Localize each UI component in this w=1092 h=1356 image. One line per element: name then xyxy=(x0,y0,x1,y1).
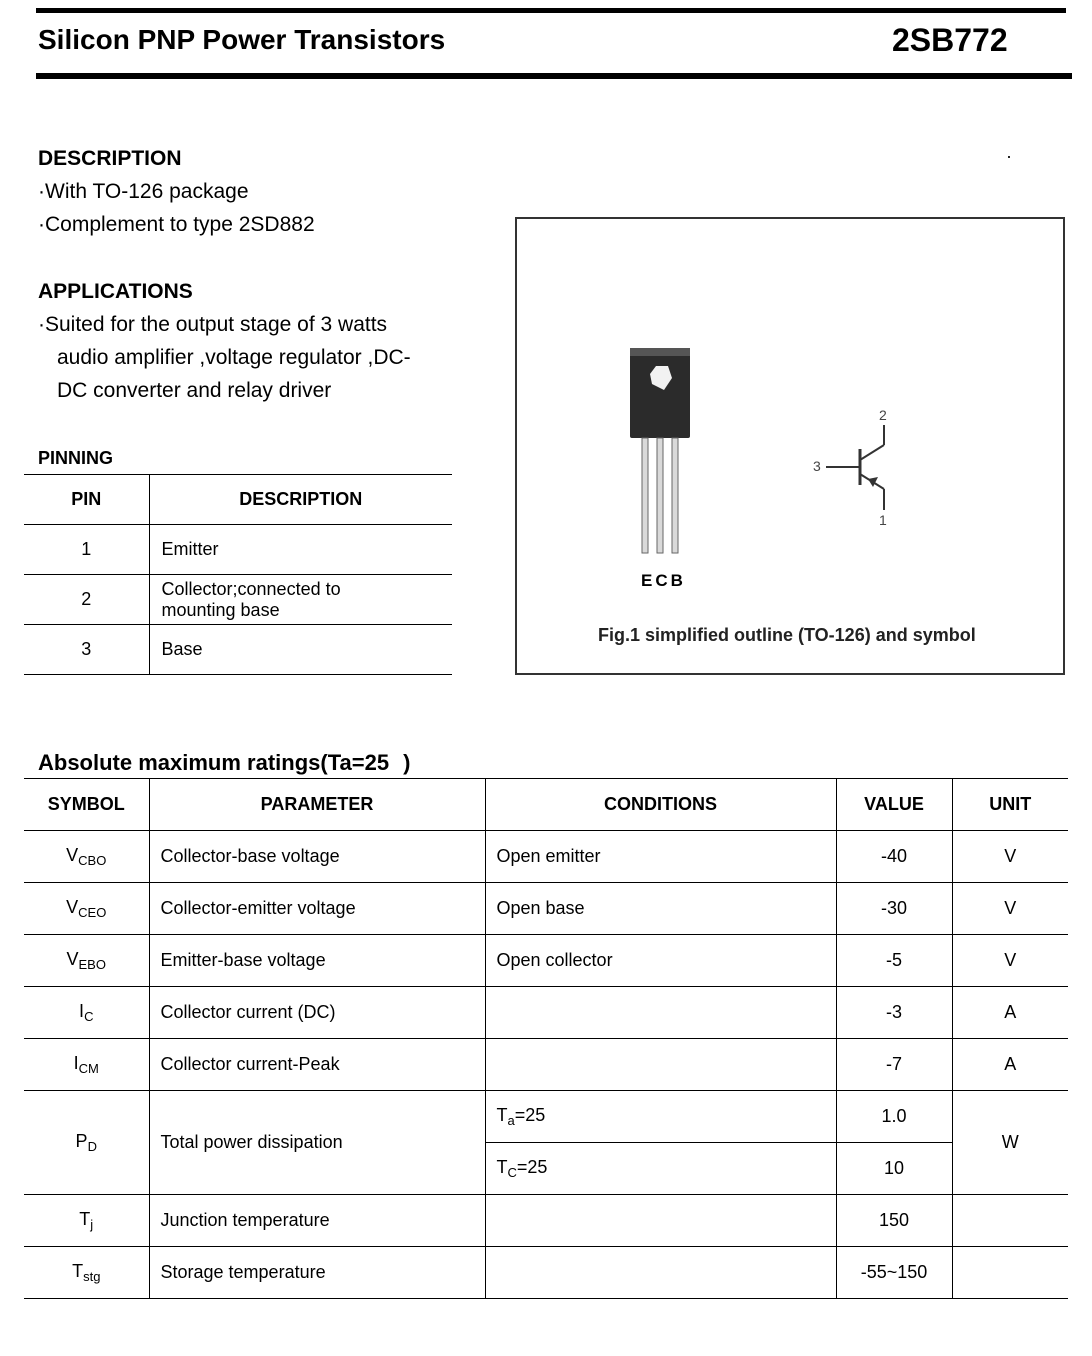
column-header: CONDITIONS xyxy=(485,779,836,831)
unit-cell: A xyxy=(952,987,1068,1039)
conditions-cell xyxy=(485,987,836,1039)
symbol: I xyxy=(73,1053,79,1073)
to126-package-illustration xyxy=(620,340,700,565)
symbol-subscript: CEO xyxy=(78,905,107,920)
unit-cell: A xyxy=(952,1039,1068,1091)
table-row xyxy=(24,575,452,625)
symbol-pin-label: 1 xyxy=(879,512,887,528)
applications-line: ·Suited for the output stage of 3 watts xyxy=(38,313,388,336)
parameter-cell: Storage temperature xyxy=(149,1247,485,1299)
figure-caption: Fig.1 simplified outline (TO-126) and symbol xyxy=(598,625,976,645)
applications-line: DC converter and relay driver xyxy=(57,379,332,402)
symbol: T xyxy=(79,1209,91,1229)
ratings-table xyxy=(24,778,1068,1299)
table-row xyxy=(24,1091,1068,1143)
figure-frame xyxy=(515,217,1065,675)
document-title: Silicon PNP Power Transistors xyxy=(38,24,446,55)
symbol-cell xyxy=(24,831,149,883)
part-number: 2SB772 xyxy=(892,22,1008,58)
pin-description-line: mounting base xyxy=(161,599,280,620)
symbol-subscript: D xyxy=(87,1139,97,1154)
column-header: SYMBOL xyxy=(24,779,149,831)
description-line: ·With TO-126 package xyxy=(38,180,249,203)
symbol-subscript: j xyxy=(90,1217,94,1232)
symbol: V xyxy=(66,845,79,865)
parameter-cell: Total power dissipation xyxy=(149,1091,485,1195)
parameter-cell: Emitter-base voltage xyxy=(149,935,485,987)
pinning-header-row xyxy=(24,475,452,525)
table-row xyxy=(24,935,1068,987)
description-heading: DESCRIPTION xyxy=(38,147,182,170)
header-bottom-rule xyxy=(36,73,1072,79)
package-pin-labels: ECB xyxy=(641,571,686,590)
unit-cell xyxy=(952,1247,1068,1299)
condition-value: =25 xyxy=(514,1105,546,1125)
conditions-cell xyxy=(485,1143,836,1195)
conditions-cell xyxy=(485,1091,836,1143)
unit-cell: V xyxy=(952,935,1068,987)
symbol-cell xyxy=(24,935,149,987)
symbol: P xyxy=(75,1131,88,1151)
parameter-cell: Collector current-Peak xyxy=(149,1039,485,1091)
pin-description: Emitter xyxy=(149,525,452,575)
symbol-subscript: CM xyxy=(78,1061,99,1076)
conditions-cell xyxy=(485,1195,836,1247)
stray-mark: · xyxy=(1006,146,1012,166)
pinning-table xyxy=(24,474,452,675)
pin-description: Base xyxy=(149,625,452,675)
table-row xyxy=(24,1039,1068,1091)
value-cell: 1.0 xyxy=(836,1091,952,1143)
pin-description xyxy=(149,575,452,625)
symbol-pin-label: 3 xyxy=(813,458,821,474)
pin-number: 1 xyxy=(24,525,149,575)
table-row xyxy=(24,525,452,575)
table-row xyxy=(24,1195,1068,1247)
applications-heading: APPLICATIONS xyxy=(38,280,193,303)
symbol: V xyxy=(66,949,79,969)
condition-symbol: T xyxy=(496,1105,508,1125)
conditions-cell: Open collector xyxy=(485,935,836,987)
parameter-cell: Collector-base voltage xyxy=(149,831,485,883)
condition-value: =25 xyxy=(516,1157,548,1177)
ratings-header-row xyxy=(24,779,1068,831)
condition-subscript: a xyxy=(507,1113,515,1128)
parameter-cell: Collector current (DC) xyxy=(149,987,485,1039)
value-cell: 150 xyxy=(836,1195,952,1247)
symbol: I xyxy=(79,1001,85,1021)
column-header: DESCRIPTION xyxy=(149,475,452,525)
conditions-cell: Open base xyxy=(485,883,836,935)
pinning-heading: PINNING xyxy=(38,448,114,468)
symbol-subscript: EBO xyxy=(78,957,106,972)
header-top-rule xyxy=(36,8,1066,13)
parameter-cell: Junction temperature xyxy=(149,1195,485,1247)
symbol-subscript: CBO xyxy=(78,853,107,868)
table-row xyxy=(24,831,1068,883)
symbol-pin-label: 2 xyxy=(879,407,887,423)
condition-symbol: T xyxy=(496,1157,508,1177)
conditions-cell xyxy=(485,1039,836,1091)
table-row xyxy=(24,625,452,675)
value-cell: -30 xyxy=(836,883,952,935)
table-row xyxy=(24,987,1068,1039)
value-cell: -55~150 xyxy=(836,1247,952,1299)
conditions-cell xyxy=(485,1247,836,1299)
value-cell: -3 xyxy=(836,987,952,1039)
unit-cell: V xyxy=(952,883,1068,935)
condition-subscript: C xyxy=(507,1165,517,1180)
description-line: ·Complement to type 2SD882 xyxy=(38,213,315,236)
ratings-title-text: Absolute maximum ratings(Ta=25 xyxy=(38,750,390,775)
symbol-subscript: C xyxy=(84,1009,94,1024)
pin-description-line: Collector;connected to xyxy=(161,578,341,599)
column-header: VALUE xyxy=(836,779,952,831)
unit-cell xyxy=(952,1195,1068,1247)
symbol-cell xyxy=(24,1091,149,1195)
symbol-subscript: stg xyxy=(83,1269,101,1284)
ratings-title-suffix: ) xyxy=(403,750,411,775)
value-cell: 10 xyxy=(836,1143,952,1195)
pin-number: 2 xyxy=(24,575,149,625)
conditions-cell: Open emitter xyxy=(485,831,836,883)
symbol-cell xyxy=(24,1039,149,1091)
table-row xyxy=(24,1247,1068,1299)
table-row xyxy=(24,883,1068,935)
symbol-cell xyxy=(24,987,149,1039)
unit-cell: V xyxy=(952,831,1068,883)
ratings-title xyxy=(38,750,410,776)
column-header: PARAMETER xyxy=(149,779,485,831)
unit-cell: W xyxy=(952,1091,1068,1195)
value-cell: -7 xyxy=(836,1039,952,1091)
pin-number: 3 xyxy=(24,625,149,675)
column-header: UNIT xyxy=(952,779,1068,831)
applications-line: audio amplifier ,voltage regulator ,DC- xyxy=(57,346,411,369)
symbol-cell xyxy=(24,1247,149,1299)
symbol: V xyxy=(66,897,79,917)
column-header: PIN xyxy=(24,475,149,525)
parameter-cell: Collector-emitter voltage xyxy=(149,883,485,935)
value-cell: -40 xyxy=(836,831,952,883)
value-cell: -5 xyxy=(836,935,952,987)
symbol: T xyxy=(72,1261,84,1281)
symbol-cell xyxy=(24,883,149,935)
symbol-cell xyxy=(24,1195,149,1247)
